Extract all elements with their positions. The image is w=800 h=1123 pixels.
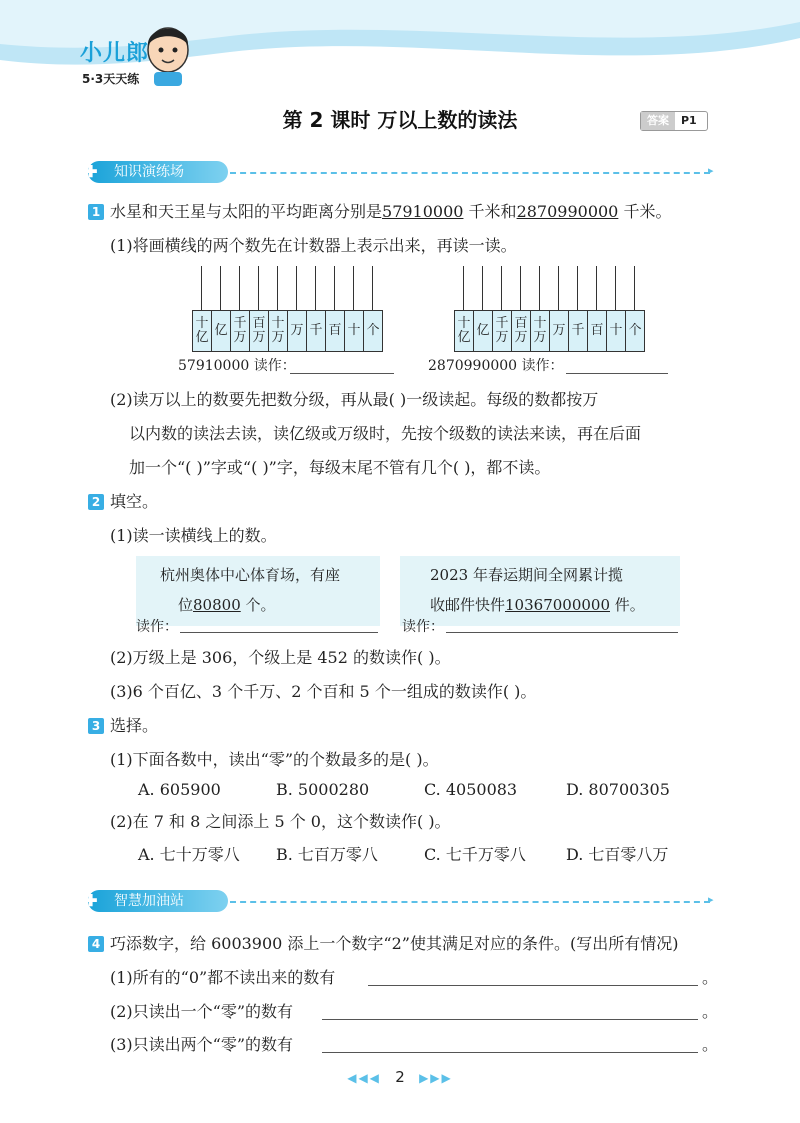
- q3-option-c[interactable]: C. 4050083: [424, 780, 518, 799]
- q2-part2: (2)万级上是 306，个级上是 452 的数读作( )。: [110, 648, 451, 667]
- abacus-counter-1: [192, 266, 388, 358]
- abacus-counter-2: [454, 266, 650, 358]
- q1-stem-end: 千米。: [623, 202, 672, 221]
- q4-part1: (1)所有的“0”都不读出来的数有: [110, 968, 336, 987]
- abacus-place-label: 万: [287, 310, 307, 352]
- q1-stem-mid: 千米和: [468, 202, 517, 221]
- q3-option-b[interactable]: B. 5000280: [276, 780, 370, 799]
- info-box-1-text-a: 位: [178, 596, 194, 614]
- q3-option2-d[interactable]: D. 七百零八万: [566, 845, 669, 864]
- q2-stem: 填空。: [110, 492, 159, 511]
- q3-option2-c[interactable]: C. 七千万零八: [424, 845, 526, 864]
- q1-read-label-1: 57910000 读作：: [178, 358, 296, 374]
- abacus-rod[interactable]: [201, 266, 202, 310]
- q1-part2-line2: 以内数的读法去读，读亿级或万级时，先按个级数的读法来读，再在后面: [129, 424, 642, 443]
- q4-part3: (3)只读出两个“零”的数有: [110, 1035, 294, 1054]
- q2-part3: (3)6 个百亿、3 个千万、2 个百和 5 个一组成的数读作( )。: [110, 682, 537, 701]
- q4-answer-blank-1[interactable]: [368, 967, 698, 986]
- info-box-1-line1: 杭州奥体中心体育场，有座: [160, 566, 341, 584]
- q4-stem: 巧添数字，给 6003900 添上一个数字“2”使其满足对应的条件。(写出所有情况): [110, 934, 679, 953]
- abacus-place-label: 十 亿: [192, 310, 212, 352]
- q2-read-label-1: 读作：: [136, 619, 178, 635]
- page-footer: [0, 1068, 800, 1086]
- abacus-rod[interactable]: [615, 266, 616, 310]
- section-arrow-icon: ▸: [708, 164, 714, 177]
- q2-part1: (1)读一读横线上的数。: [110, 526, 277, 545]
- section-badge-icon: ✚: [84, 162, 98, 181]
- abacus-rod[interactable]: [482, 266, 483, 310]
- abacus-place-label: 个: [625, 310, 645, 352]
- q3-stem: 选择。: [110, 716, 159, 735]
- abacus-rod[interactable]: [501, 266, 502, 310]
- prev-arrows-icon: ◀◀◀: [347, 1071, 381, 1085]
- abacus-place-label: 十 亿: [454, 310, 474, 352]
- q4-part3-end: 。: [702, 1035, 719, 1054]
- abacus-rod[interactable]: [539, 266, 540, 310]
- abacus-place-label: 千: [306, 310, 326, 352]
- abacus-rod[interactable]: [315, 266, 316, 310]
- page-title: 第 2 课时 万以上数的读法: [282, 108, 518, 132]
- answer-badge-label: 答案: [641, 112, 675, 130]
- q1-number-1: 57910000: [382, 202, 464, 221]
- abacus-rod[interactable]: [334, 266, 335, 310]
- q1-stem: [110, 201, 671, 223]
- info-box-2-line1: 2023 年春运期间全网累计揽: [430, 566, 623, 584]
- q1-read-label-2: 2870990000 读作：: [428, 358, 564, 374]
- abacus-place-label: 千: [568, 310, 588, 352]
- abacus-rod[interactable]: [558, 266, 559, 310]
- q4-part1-end: 。: [702, 968, 719, 987]
- section-header-practice: [88, 161, 228, 183]
- q2-read-label-2: 读作：: [402, 619, 444, 635]
- section-divider: [230, 901, 710, 903]
- abacus-rod[interactable]: [463, 266, 464, 310]
- abacus-rod[interactable]: [372, 266, 373, 310]
- q4-part2: (2)只读出一个“零”的数有: [110, 1002, 294, 1021]
- q4-answer-blank-2[interactable]: [322, 1001, 698, 1020]
- abacus-place-label: 个: [363, 310, 383, 352]
- info-box-1-text-b: 个。: [245, 596, 276, 614]
- next-arrows-icon: ▶▶▶: [419, 1071, 453, 1085]
- q2-answer-blank-1[interactable]: [180, 614, 378, 633]
- q3-part1: (1)下面各数中，读出“零”的个数最多的是( )。: [110, 750, 439, 769]
- abacus-place-label: 百 万: [511, 310, 531, 352]
- q4-part2-end: 。: [702, 1002, 719, 1021]
- abacus-rod[interactable]: [596, 266, 597, 310]
- abacus-rod[interactable]: [239, 266, 240, 310]
- q1-stem-text: 水星和天王星与太阳的平均距离分别是: [110, 202, 383, 221]
- abacus-rod[interactable]: [353, 266, 354, 310]
- info-box-1-number: 80800: [193, 596, 241, 614]
- abacus-rod[interactable]: [634, 266, 635, 310]
- q1-part2-line1: (2)读万以上的数要先把数分级，再从最( )一级读起。每级的数都按万: [110, 390, 599, 409]
- abacus-place-label: 十: [606, 310, 626, 352]
- abacus-rod[interactable]: [296, 266, 297, 310]
- question-number: 4: [88, 936, 104, 952]
- abacus-place-label: 万: [549, 310, 569, 352]
- abacus-rod[interactable]: [220, 266, 221, 310]
- q2-answer-blank-2[interactable]: [446, 614, 678, 633]
- abacus-place-label: 十 万: [268, 310, 288, 352]
- section-header-challenge: [88, 890, 228, 912]
- abacus-rod[interactable]: [577, 266, 578, 310]
- abacus-place-label: 百 万: [249, 310, 269, 352]
- info-box-2-number: 10367000000: [505, 596, 610, 614]
- section-title: 智慧加油站: [114, 893, 184, 909]
- abacus-place-label: 亿: [473, 310, 493, 352]
- abacus-place-label: 千 万: [492, 310, 512, 352]
- q3-option-d[interactable]: D. 80700305: [566, 780, 670, 799]
- q3-option2-b[interactable]: B. 七百万零八: [276, 845, 378, 864]
- q1-number-2: 2870990000: [516, 202, 619, 221]
- section-badge-icon: ✚: [84, 891, 98, 910]
- q4-answer-blank-3[interactable]: [322, 1034, 698, 1053]
- question-number: 1: [88, 204, 104, 220]
- answer-badge[interactable]: [640, 111, 708, 131]
- abacus-rod[interactable]: [277, 266, 278, 310]
- abacus-place-label: 十: [344, 310, 364, 352]
- info-box-2-text-a: 收邮件快件: [430, 596, 506, 614]
- answer-badge-page: P1: [681, 114, 697, 127]
- question-number: 2: [88, 494, 104, 510]
- abacus-place-label: 亿: [211, 310, 231, 352]
- q1-part1: (1)将画横线的两个数先在计数器上表示出来，再读一读。: [110, 236, 517, 255]
- page-number: 2: [395, 1068, 405, 1086]
- section-divider: [230, 172, 710, 174]
- q1-part2-line3: 加一个“( )”字或“( )”字，每级末尾不管有几个( )，都不读。: [129, 458, 551, 477]
- q1-answer-blank-2[interactable]: [566, 355, 668, 374]
- question-number: 3: [88, 718, 104, 734]
- abacus-place-label: 十 万: [530, 310, 550, 352]
- logo-subtitle: 5·3天天练: [82, 72, 140, 86]
- section-title: 知识演练场: [114, 164, 184, 180]
- abacus-place-label: 百: [587, 310, 607, 352]
- abacus-place-label: 百: [325, 310, 345, 352]
- abacus-rod[interactable]: [520, 266, 521, 310]
- abacus-place-label: 千 万: [230, 310, 250, 352]
- q3-part2: (2)在 7 和 8 之间添上 5 个 0，这个数读作( )。: [110, 812, 451, 831]
- q3-option2-a[interactable]: A. 七十万零八: [138, 845, 240, 864]
- logo-title: 小儿郎: [80, 41, 150, 66]
- q1-answer-blank-1[interactable]: [290, 355, 394, 374]
- q3-option-a[interactable]: A. 605900: [138, 780, 221, 799]
- section-arrow-icon: ▸: [708, 893, 714, 906]
- abacus-rod[interactable]: [258, 266, 259, 310]
- info-box-2-text-b: 件。: [614, 596, 645, 614]
